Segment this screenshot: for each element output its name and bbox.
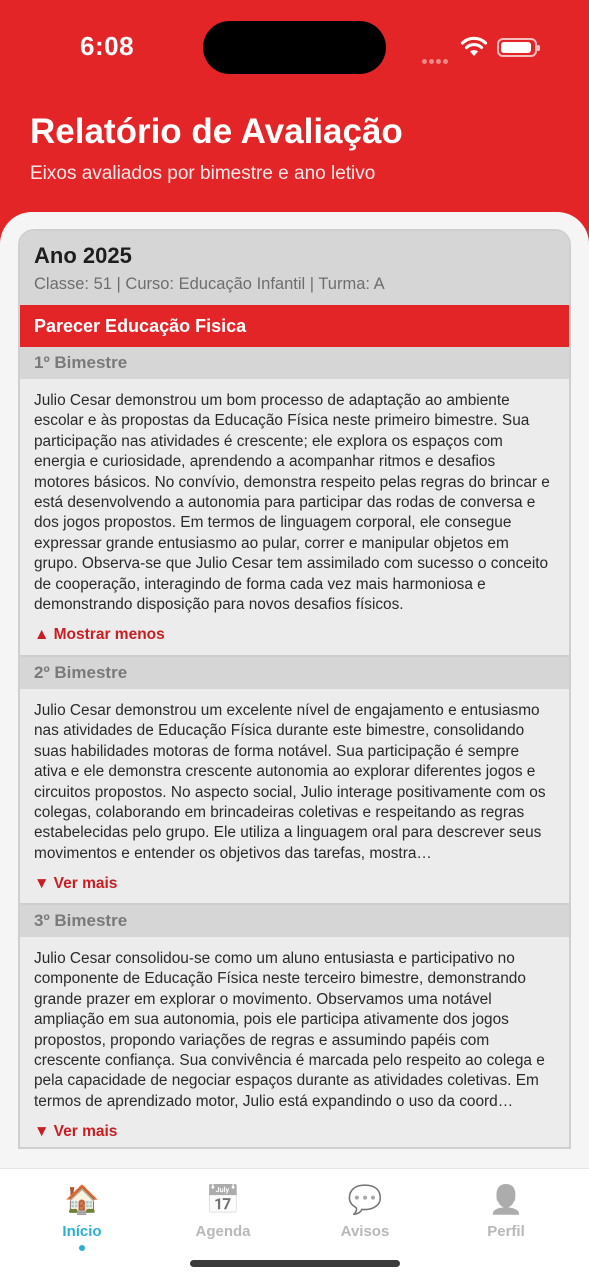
- show-less-button[interactable]: ▲ Mostrar menos: [34, 626, 165, 644]
- home-icon: 🏠: [64, 1184, 100, 1215]
- see-more-button[interactable]: ▼ Ver mais: [34, 1123, 118, 1141]
- bimester-3-header: 3º Bimestre: [20, 905, 569, 937]
- tab-inicio[interactable]: [32, 1183, 132, 1251]
- wifi-icon: [460, 36, 488, 63]
- bimester-1-header: 1º Bimestre: [20, 347, 569, 379]
- year-header: [20, 231, 569, 305]
- bimester-3-body: [20, 937, 569, 1149]
- bimester-2-header: 2º Bimestre: [20, 657, 569, 689]
- tab-avisos[interactable]: [315, 1183, 415, 1240]
- person-icon: 👤: [488, 1184, 524, 1215]
- active-indicator: [79, 1245, 85, 1251]
- see-more-button[interactable]: ▼ Ver mais: [34, 875, 118, 893]
- battery-icon: [497, 38, 537, 57]
- tab-agenda[interactable]: [173, 1183, 273, 1240]
- report-card: [18, 229, 571, 1149]
- bimester-2-body: [20, 689, 569, 903]
- tab-label: Perfil: [487, 1223, 525, 1240]
- class-info: Classe: 51 | Curso: Educação Infantil | Turma: A: [34, 275, 385, 293]
- bimester-2-text: Julio Cesar demonstrou um excelente nível de engajamento e entusiasmo nas atividades de Educação Física durante este bimestre, consolidando suas habilidades motoras de forma notável. Sua participação é sempre ativa e ele demonstra crescente autonomia ao explorar diferentes jogos e circuitos propostos. No aspecto social, Julio interage positivamente com os colegas, colaborando em brincadeiras coletivas e respeitando as regras estabelecidas pelo grupo. Ele utiliza a linguagem oral para descrever seus movimentos e entender os objetivos das tarefas, mostra…: [34, 702, 546, 862]
- dynamic-island: [203, 21, 386, 74]
- tab-label: Início: [62, 1223, 102, 1240]
- page-subtitle: Eixos avaliados por bimestre e ano letivo: [30, 163, 376, 184]
- section-title: Parecer Educação Fisica: [20, 305, 569, 347]
- tab-label: Avisos: [340, 1223, 390, 1240]
- bimester-3-text: Julio Cesar consolidou-se como um aluno entusiasta e participativo no componente de Educação Física neste terceiro bimestre, demonstrando grande prazer em explorar o movimento. Observamos uma notável ampliação em sua autonomia, pois ele participa ativamente dos jogos propostos, propondo variações de regras e assumindo papéis com crescente confiança. Sua convivência é marcada pelo respeito ao colega e pela capacidade de negociar espaços durante as atividades coletivas. Em termos de aprendizado motor, Julio está expandindo o uso da coord…: [34, 950, 545, 1110]
- cellular-signal-icon: [422, 51, 450, 69]
- status-time: 6:08: [80, 31, 135, 61]
- year-title: Ano 2025: [34, 243, 132, 268]
- bimester-1-body: [20, 379, 569, 655]
- bimester-1-text: Julio Cesar demonstrou um bom processo de adaptação ao ambiente escolar e às propostas da Educação Física neste primeiro bimestre. Sua participação nas atividades é crescente; ele explora os espaços com energia e curiosidade, aprendendo a acompanhar ritmos e desafios motores básicos. No convívio, demonstra respeito pelas regras do brincar e está desenvolvendo a autonomia para participar das rodas de conversa e dos jogos propostos. Em termos de linguagem corporal, ele consegue expressar grande entusiasmo ao pular, correr e manipular objetos em grupo. Observa-se que Julio Cesar tem assimilado com sucesso o conceito de cooperação, interagindo de forma cada vez mais harmoniosa e demonstrando disposição para novos desafios físicos.: [34, 392, 550, 614]
- chat-bubble-icon: 💬: [347, 1184, 383, 1215]
- home-indicator[interactable]: [190, 1260, 400, 1267]
- tab-label: Agenda: [195, 1223, 251, 1240]
- page-title: Relatório de Avaliação: [30, 112, 403, 151]
- status-bar: [0, 0, 589, 95]
- calendar-icon: 📅: [205, 1184, 241, 1215]
- tab-perfil[interactable]: [456, 1183, 556, 1240]
